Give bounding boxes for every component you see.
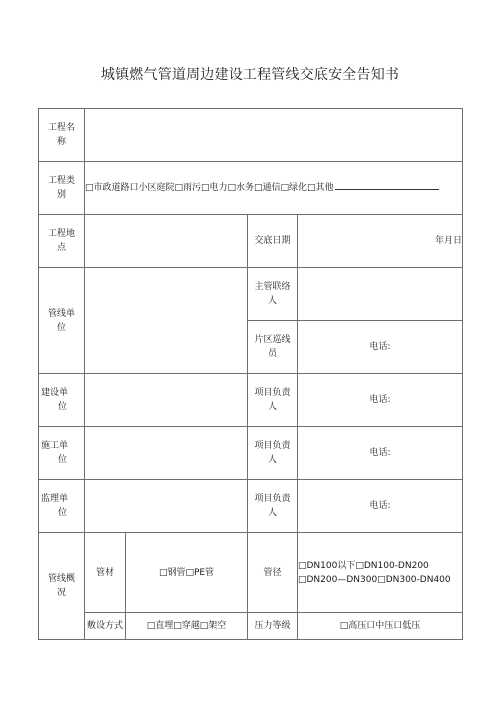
supervision-phone-field[interactable]: 电话: (298, 480, 463, 533)
diameter-options-line1[interactable]: □DN100以下□DN100-DN200 (298, 560, 429, 571)
handover-date-field[interactable]: 年月日 (298, 215, 463, 268)
supervision-unit-field[interactable] (85, 480, 248, 533)
builder-phone-field[interactable]: 电话: (298, 427, 463, 480)
label-laying-method: 敷设方式 (85, 613, 126, 640)
row-pipeline-laying (39, 613, 463, 640)
label-pressure-level: 压力等级 (248, 613, 298, 640)
pressure-level-options[interactable]: □高压口中压口低压 (298, 613, 463, 640)
label-pipeline-unit: 管线单 位 (39, 268, 85, 374)
label-main-contact: 主管联络 人 (248, 268, 298, 321)
label-pipe-diameter: 管径 (248, 533, 298, 613)
other-blank-line[interactable] (335, 181, 439, 190)
row-project-name (39, 109, 463, 162)
label-patrol-officer: 片区巡线 员 (248, 321, 298, 374)
label-supervision-manager: 项目负责 人 (248, 480, 298, 533)
main-contact-field[interactable] (298, 268, 463, 321)
laying-method-options[interactable]: □直埋□穿越□架空 (126, 613, 248, 640)
label-project-name: 工程名 称 (39, 109, 85, 162)
row-pipeline-unit-contact (39, 268, 463, 321)
patrol-phone-field[interactable]: 电话: (298, 321, 463, 374)
diameter-options-line2[interactable]: □DN200—DN300□DN300-DN400 (298, 574, 451, 585)
label-pipe-material: 管材 (85, 533, 126, 613)
label-builder-unit: 施工单 位 (39, 427, 85, 480)
row-project-location (39, 215, 463, 268)
row-construction-unit (39, 374, 463, 427)
project-type-checkboxes[interactable]: □市政道路口小区庭院□雨污□电力□水务□通信□绿化□其他 (85, 183, 334, 193)
project-name-field[interactable] (85, 109, 463, 162)
construction-unit-field[interactable] (85, 374, 248, 427)
pipe-material-options[interactable]: □钢管□PE管 (126, 533, 248, 613)
row-project-type (39, 162, 463, 215)
project-location-field[interactable] (85, 215, 248, 268)
construction-phone-field[interactable]: 电话: (298, 374, 463, 427)
pipe-diameter-options[interactable] (298, 533, 463, 613)
label-pipeline-overview: 管线概 况 (39, 533, 85, 640)
label-handover-date: 交底日期 (248, 215, 298, 268)
label-project-type: 工程类 别 (39, 162, 85, 215)
notice-form-table (38, 108, 463, 640)
label-supervision-unit: 监理单 位 (39, 480, 85, 533)
row-builder-unit (39, 427, 463, 480)
label-project-location: 工程地 点 (39, 215, 85, 268)
label-construction-manager: 项目负责 人 (248, 374, 298, 427)
document-title: 城镇燃气管道周边建设工程管线交底安全告知书 (100, 67, 400, 83)
pipeline-unit-field[interactable] (85, 268, 248, 374)
row-supervision-unit (39, 480, 463, 533)
project-type-options[interactable] (85, 162, 463, 215)
label-builder-manager: 项目负责 人 (248, 427, 298, 480)
builder-unit-field[interactable] (85, 427, 248, 480)
label-construction-unit: 建设单 位 (39, 374, 85, 427)
row-pipeline-material (39, 533, 463, 613)
